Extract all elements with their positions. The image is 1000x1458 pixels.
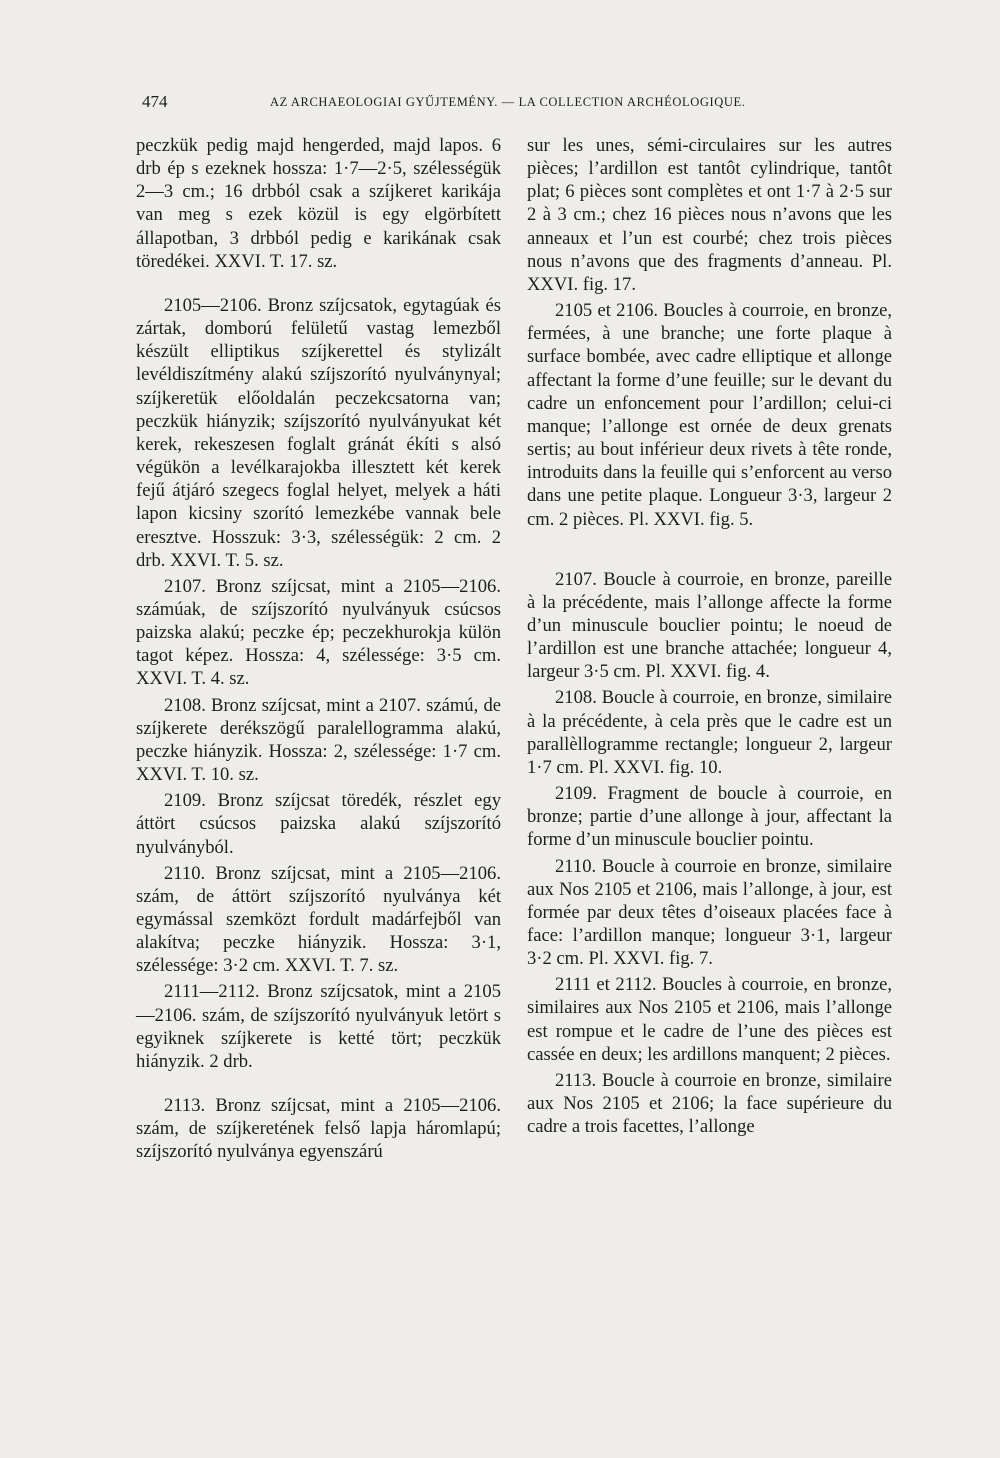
page-number: 474 <box>142 92 168 111</box>
entry-2113: 2113. Boucle à courroie en bronze, similaire aux Nos 2105 et 2106; la face supérieure du cadre a trois facettes, l’allonge <box>527 1069 892 1138</box>
entry-2108: 2108. Boucle à courroie, en bronze, similaire à la précédente, à cela près que le cadre est un parallèllogramme rectangle; longueur 2, largeur 1·7 cm. Pl. XXVI. fig. 10. <box>527 687 892 778</box>
entry-2110: 2110. Boucle à courroie en bronze, similaire aux Nos 2105 et 2106, mais l’allonge, à jour, est formée par deux têtes d’oiseaux placées face à face: l’ardillon manque; longueur 3·1, largeur 3·2 cm. Pl. XXVI. fig. 7. <box>527 855 892 970</box>
entry-2105-2106: 2105—2106. Bronz szíjcsatok, egytagúak és zártak, domború felületű vastag lemezből készült elliptikus szíjkerettel és stylizált levéldiszítmény alakú szíjszorító nyulványnyal; szíjkeretük előoldalán peczekcsatorna van; peczkük hiányzik; szíjszorító nyulványukat két kerek, rekeszesen foglalt gránát ékíti s alsó végükön a levélkarajokba illesztett két kerek fejű átjáró szegecs foglal helyet, melyek a háti lapon kicsiny szorító lemezkébe vannak bele eresztve. Hosszuk: 3·3, szélességük: 2 cm. 2 drb. XXVI. T. 5. sz. <box>136 294 501 571</box>
entry-2109: 2109. Bronz szíjcsat töredék, részlet egy áttört csúcsos paizska alakú szíjszorító nyulványból. <box>136 790 501 858</box>
running-head: AZ ARCHAEOLOGIAI GYŰJTEMÉNY. — LA COLLECTION ARCHÉOLOGIQUE. <box>270 95 746 109</box>
entry-2107: 2107. Bronz szíjcsat, mint a 2105—2106. számúak, de szíjszorító nyulványuk csúcsos paizska alakú; peczke ép; peczekhurokja külön tagot képez. Hossza: 4, szélessége: 3·5 cm. XXVI. T. 4. sz. <box>136 575 501 690</box>
hungarian-column <box>136 134 501 1167</box>
page-header <box>142 92 902 116</box>
paragraph-continuation: sur les unes, sémi-circulaires sur les autres pièces; l’ardillon est tantôt cylindrique, tantôt plat; 6 pièces sont complètes et ont 1·7 à 2·5 sur 2 à 3 cm.; chez 16 pièces nous n’avons que les anneaux et l’un est courbé; chez trois pièces nous n’avons que des fragments d’anneau. Pl. XXVI. fig. 17. <box>527 135 892 295</box>
entry-2107: 2107. Boucle à courroie, en bronze, pareille à la précédente, mais l’allonge affecte la forme d’un minuscule bouclier pointu; le noeud de l’ardillon est une branche attachée; longueur 4, largeur 3·5 cm. Pl. XXVI. fig. 4. <box>527 568 892 683</box>
entry-2110: 2110. Bronz szíjcsat, mint a 2105—2106. szám, de áttört szíjszorító nyulványa két egymással szemközt fordult madárfejből van alakítva; peczke hiányzik. Hossza: 3·1, szélessége: 3·2 cm. XXVI. T. 7. sz. <box>136 862 501 977</box>
entry-2113: 2113. Bronz szíjcsat, mint a 2105—2106. szám, de szíjkeretének felső lapja háromlapú; szíjszorító nyulványa egyenszárú <box>136 1095 501 1163</box>
entry-2111-2112: 2111 et 2112. Boucles à courroie, en bronze, similaires aux Nos 2105 et 2106, mais l’allonge est rompue et le cadre de l’une des pièces est cassée en deux; les ardillons manquent; 2 pièces. <box>527 974 892 1065</box>
entry-2109: 2109. Fragment de boucle à courroie, en bronze; partie d’une allonge à jour, affectant la forme d’un minuscule bouclier pointu. <box>527 783 892 851</box>
entry-2105-2106: 2105 et 2106. Boucles à courroie, en bronze, fermées, à une branche; une forte plaque à surface bombée, avec cadre elliptique et allonge affectant la forme d’une feuille; sur le devant du cadre un enfoncement pour l’ardillon; celui-ci manque; l’allonge est ornée de deux grenats sertis; au bout inférieur deux rivets à tête ronde, introduits dans la feuille qui s’enforcent au verso dans une petite plaque. Longueur 3·3, largeur 2 cm. 2 pièces. Pl. XXVI. fig. 5. <box>527 300 892 530</box>
paragraph-continuation: peczkük pedig majd hengerded, majd lapos. 6 drb ép s ezeknek hossza: 1·7—2·5, szélességük 2—3 cm.; 16 drbból csak a szíjkeret karikája van meg s ezek közül is egy elgörbített állapotban, 3 drbból pedig e karikának csak töredékei. XXVI. T. 17. sz. <box>136 135 501 272</box>
entry-2111-2112: 2111—2112. Bronz szíjcsatok, mint a 2105—2106. szám, de szíjszorító nyulványuk letört s egyiknek szíjkerete is ketté tört; peczkük hiányzik. 2 drb. <box>136 981 501 1072</box>
french-column <box>527 134 892 1141</box>
entry-2108: 2108. Bronz szíjcsat, mint a 2107. számú, de szíjkerete derékszögű paralellogramma alakú, peczke hiányzik. Hossza: 2, szélessége: 1·7 cm. XXVI. T. 10. sz. <box>136 694 501 786</box>
